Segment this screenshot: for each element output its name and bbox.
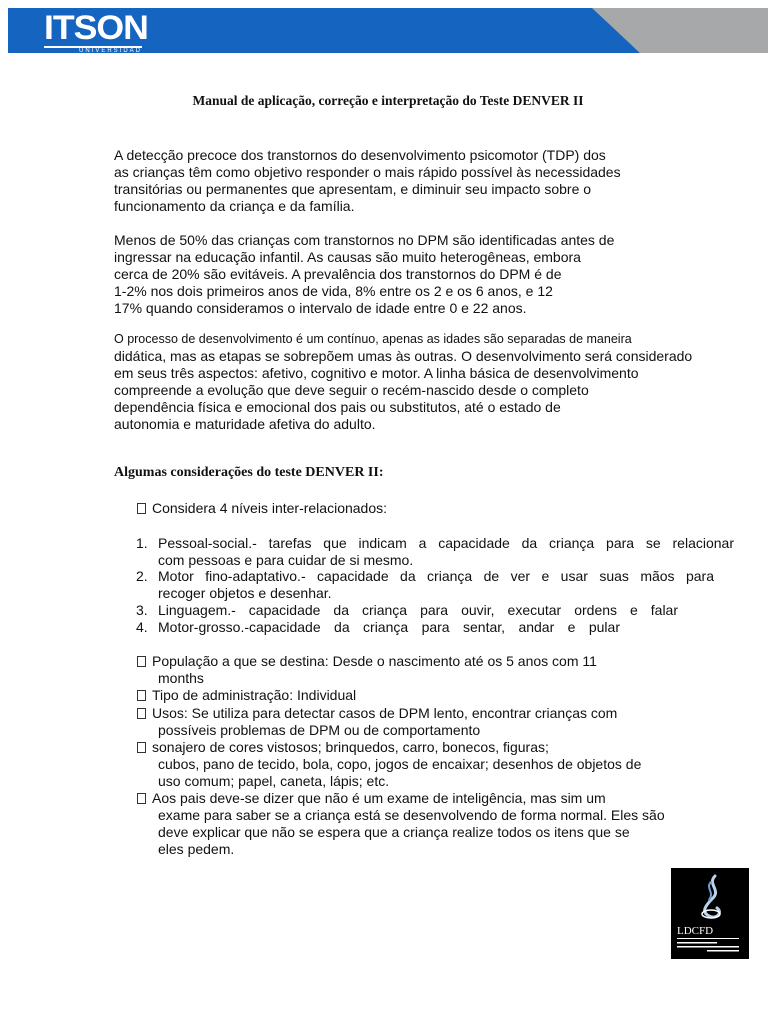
level-item [136,619,620,636]
text-line: Menos de 50% das crianças com transtornos no DPM são identificadas antes de [114,232,615,248]
bullet-box-icon [137,793,146,804]
itson-logo [44,9,148,56]
bullet-continuation: uso comum; papel, caneta, lápis; etc. [158,773,390,789]
bullet-continuation: deve explicar que não se espera que a criança realize todos os itens que se [158,824,630,840]
text-line: A detecção precoce dos transtornos do desenvolvimento psicomotor (TDP) dos [114,147,606,163]
paragraph-1 [114,147,744,215]
level-number: 3. [136,602,148,618]
document-title: Manual de aplicação, correção e interpretação do Teste DENVER II [192,93,584,108]
section-title: Algumas considerações do teste DENVER II: [114,465,384,480]
level-item [136,602,678,619]
level-number: 2. [136,568,148,584]
text-line: 17% quando consideramos o intervalo de idade entre 0 e 22 anos. [114,300,527,316]
bullet-item [137,653,597,670]
bullet-continuation: cubos, pano de tecido, bola, copo, jogos de encaixar; desenhos de objetos de [158,756,642,772]
text-line: 1-2% nos dois primeiros anos de vida, 8% entre os 2 e os 6 anos, e 12 [114,283,553,299]
logo-subtext: UNIVERSIDAD [44,46,142,54]
swirl-icon [671,868,749,924]
bullet-item [137,739,549,756]
level-item [136,568,714,602]
bullet-box-icon [137,503,146,514]
ldcfd-tagline-lines [677,941,739,953]
bullet-box-icon [137,742,146,753]
level-text-line-1: Linguagem.- capacidade da criança para ouvir, executar ordens e falar [158,602,678,618]
level-number: 1. [136,535,148,551]
text-line: ingressar na educação infantil. As causas são muito heterogêneas, embora [114,249,581,265]
level-number: 4. [136,619,148,635]
text-line: cerca de 20% são evitáveis. A prevalência dos transtornos do DPM é de [114,266,562,282]
text-line: compreende a evolução que deve seguir o recém-nascido desde o completo [114,382,589,398]
level-item [136,535,734,569]
bullet-box-icon [137,690,146,701]
level-text-line-2: recoger objetos e desenhar. [158,585,332,601]
bullet-text: Tipo de administração: Individual [152,687,357,703]
bullet-item [137,790,606,807]
text-line: O processo de desenvolvimento é um contínuo, apenas as idades são separadas de maneira [114,332,632,346]
level-text-line-2: com pessoas e para cuidar de si mesmo. [158,552,414,568]
bullet-text: sonajero de cores vistosos; brinquedos, carro, bonecos, figuras; [152,739,549,755]
bullet-text: Usos: Se utiliza para detectar casos de DPM lento, encontrar crianças com [152,705,618,721]
ldcfd-logo [671,868,749,959]
text-line: autonomia e maturidade afetiva do adulto. [114,416,376,432]
text-line: transitórias ou permanentes que apresentam, e diminuir seu impacto sobre o [114,181,592,197]
bullet-continuation: months [158,670,204,686]
bullet-text: Aos pais deve-se dizer que não é um exame de inteligência, mas sim um [152,790,606,806]
bullet-continuation: eles pedem. [158,841,235,857]
bullet-continuation: exame para saber se a criança está se desenvolvendo de forma normal. Eles são [158,807,665,823]
level-text-line-1: Pessoal-social.- tarefas que indicam a capacidade da criança para se relacionar [158,535,734,551]
paragraph-2 [114,232,744,317]
bullet-continuation: possíveis problemas de DPM ou de comportamento [158,722,481,738]
text-line: didática, mas as etapas se sobrepõem umas às outras. O desenvolvimento será considerado [114,348,693,364]
level-text-line-1: Motor fino-adaptativo.- capacidade da criança de ver e usar suas mãos para [158,568,714,584]
ldcfd-logo-text: LDCFD [677,925,739,939]
bullet-item [137,687,356,704]
bullet-item [137,705,617,722]
text-line: funcionamento da criança e da família. [114,198,355,214]
text-line: dependência física e emocional dos pais ou substitutos, até o estado de [114,399,561,415]
bullet-box-icon [137,708,146,719]
level-text-line-1: Motor-grosso.-capacidade da criança para sentar, andar e pular [158,619,620,635]
text-line: as crianças têm como objetivo responder o mais rápido possível às necessidades [114,164,621,180]
levels-intro [137,500,387,517]
paragraph-3 [114,331,744,433]
text-line: em seus três aspectos: afetivo, cognitivo e motor. A linha básica de desenvolvimento [114,365,639,381]
bullet-text: População a que se destina: Desde o nascimento até os 5 anos com 11 [152,653,597,669]
bullet-box-icon [137,656,146,667]
levels-intro-text: Considera 4 níveis inter-relacionados: [152,500,388,516]
logo-word: ITSON [44,9,148,47]
